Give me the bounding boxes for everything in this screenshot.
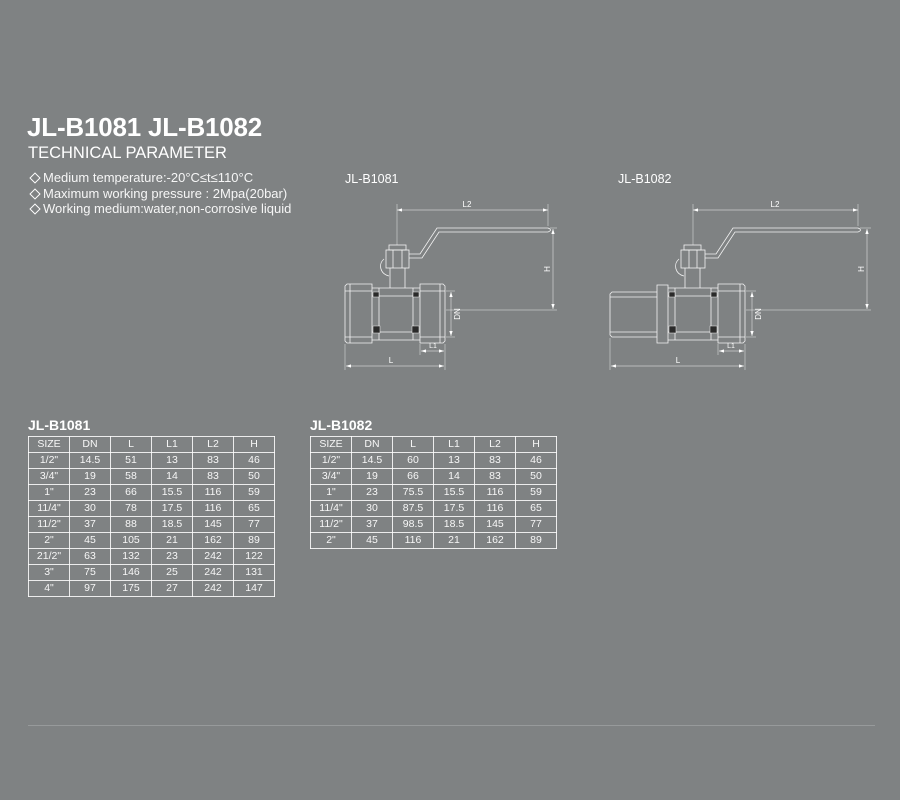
table-cell-h: 89 bbox=[234, 533, 275, 549]
table-cell-l1: 17.5 bbox=[434, 501, 475, 517]
table-cell-l: 60 bbox=[393, 453, 434, 469]
table-cell-l2: 116 bbox=[193, 485, 234, 501]
table-cell-dn: 63 bbox=[70, 549, 111, 565]
table-cell-l1: 21 bbox=[434, 533, 475, 549]
spec-text: Working medium:water,non-corrosive liquid bbox=[43, 201, 292, 216]
dimension-label-h: H bbox=[857, 266, 866, 272]
table-cell-l2: 145 bbox=[193, 517, 234, 533]
table-cell-l2: 83 bbox=[193, 469, 234, 485]
ball-seat bbox=[710, 326, 717, 333]
column-header-l: L bbox=[393, 437, 434, 453]
table-body bbox=[29, 453, 275, 597]
table-cell-l1: 18.5 bbox=[434, 517, 475, 533]
page-title: JL-B1081 JL-B1082 bbox=[27, 112, 263, 142]
table-row bbox=[29, 581, 275, 597]
table-cell-h: 77 bbox=[234, 517, 275, 533]
table-cell-size: 2" bbox=[311, 533, 352, 549]
table-cell-dn: 14.5 bbox=[352, 453, 393, 469]
page-subtitle: TECHNICAL PARAMETER bbox=[28, 144, 227, 162]
table-cell-l1: 17.5 bbox=[152, 501, 193, 517]
table-cell-dn: 37 bbox=[70, 517, 111, 533]
table-row bbox=[311, 469, 557, 485]
stem-nut bbox=[386, 250, 409, 268]
table-cell-size: 11/2" bbox=[311, 517, 352, 533]
table-cell-l1: 13 bbox=[152, 453, 193, 469]
table-cell-l2: 242 bbox=[193, 565, 234, 581]
table-cell-l: 87.5 bbox=[393, 501, 434, 517]
dimension-label-dn: DN bbox=[453, 308, 462, 320]
table-cell-size: 4" bbox=[29, 581, 70, 597]
table-header bbox=[311, 437, 557, 453]
table-cell-h: 65 bbox=[516, 501, 557, 517]
table-cell-h: 122 bbox=[234, 549, 275, 565]
ball-seat bbox=[373, 326, 380, 333]
table-cell-size: 11/4" bbox=[29, 501, 70, 517]
table-cell-l: 146 bbox=[111, 565, 152, 581]
table-cell-l2: 116 bbox=[193, 501, 234, 517]
footer-divider bbox=[28, 725, 875, 726]
table-cell-size: 11/4" bbox=[311, 501, 352, 517]
valve-stem bbox=[685, 268, 700, 288]
extension-lines-h bbox=[746, 228, 871, 310]
table-row bbox=[311, 485, 557, 501]
table-cell-dn: 97 bbox=[70, 581, 111, 597]
table-row bbox=[29, 533, 275, 549]
table-cell-h: 50 bbox=[516, 469, 557, 485]
stem-nut-edges bbox=[689, 250, 697, 268]
table-cell-size: 1" bbox=[311, 485, 352, 501]
table-row bbox=[311, 517, 557, 533]
table-title-jl-b1082: JL-B1082 bbox=[310, 417, 373, 433]
table-row bbox=[29, 549, 275, 565]
table-cell-h: 89 bbox=[516, 533, 557, 549]
left-threaded-end bbox=[345, 284, 372, 343]
table-cell-l1: 25 bbox=[152, 565, 193, 581]
table-cell-l2: 116 bbox=[475, 501, 516, 517]
column-header-h: H bbox=[234, 437, 275, 453]
table-cell-l: 75.5 bbox=[393, 485, 434, 501]
table-cell-dn: 37 bbox=[352, 517, 393, 533]
table-row bbox=[29, 453, 275, 469]
table-cell-l2: 242 bbox=[193, 549, 234, 565]
right-threaded-end bbox=[718, 284, 745, 343]
table-cell-dn: 23 bbox=[352, 485, 393, 501]
table-cell-l: 132 bbox=[111, 549, 152, 565]
table-cell-l: 98.5 bbox=[393, 517, 434, 533]
table-row bbox=[29, 485, 275, 501]
table-cell-size: 2" bbox=[29, 533, 70, 549]
column-header-dn: DN bbox=[352, 437, 393, 453]
ball-seat bbox=[669, 326, 676, 333]
table-cell-h: 131 bbox=[234, 565, 275, 581]
table-cell-l2: 162 bbox=[193, 533, 234, 549]
ball-seat bbox=[373, 292, 379, 297]
table-cell-l1: 15.5 bbox=[152, 485, 193, 501]
table-cell-size: 1" bbox=[29, 485, 70, 501]
table-cell-h: 77 bbox=[516, 517, 557, 533]
handle-stop bbox=[676, 259, 684, 276]
table-cell-h: 46 bbox=[234, 453, 275, 469]
column-header-dn: DN bbox=[70, 437, 111, 453]
table-cell-l: 105 bbox=[111, 533, 152, 549]
male-thread-lines bbox=[610, 297, 657, 332]
table-header-row bbox=[311, 437, 557, 453]
valve-handle-lever bbox=[409, 228, 551, 258]
column-header-h: H bbox=[516, 437, 557, 453]
table-cell-h: 59 bbox=[234, 485, 275, 501]
ball-seat bbox=[413, 292, 419, 297]
table-cell-l: 66 bbox=[393, 469, 434, 485]
column-header-size: SIZE bbox=[311, 437, 352, 453]
stem-nut bbox=[681, 250, 705, 268]
extension-lines-h bbox=[446, 228, 557, 310]
column-header-l: L bbox=[111, 437, 152, 453]
stem-nut-edges bbox=[393, 250, 402, 268]
table-cell-l: 88 bbox=[111, 517, 152, 533]
table-cell-dn: 14.5 bbox=[70, 453, 111, 469]
table-cell-dn: 30 bbox=[70, 501, 111, 517]
left-thread-lines bbox=[345, 284, 372, 343]
table-cell-l1: 13 bbox=[434, 453, 475, 469]
table-cell-l: 66 bbox=[111, 485, 152, 501]
table-cell-l2: 162 bbox=[475, 533, 516, 549]
table-cell-dn: 75 bbox=[70, 565, 111, 581]
spec-text: Maximum working pressure : 2Mpa(20bar) bbox=[43, 185, 288, 201]
column-header-l2: L2 bbox=[193, 437, 234, 453]
dimension-label-l: L bbox=[675, 356, 681, 365]
column-header-l1: L1 bbox=[152, 437, 193, 453]
table-row bbox=[29, 469, 275, 485]
valve-stem bbox=[390, 268, 405, 288]
table-cell-l: 51 bbox=[111, 453, 152, 469]
table-cell-size: 1/2" bbox=[311, 453, 352, 469]
table-cell-size: 3" bbox=[29, 565, 70, 581]
valve-drawing-jl-b1082 bbox=[610, 200, 871, 370]
drawing-label-jl-b1082: JL-B1082 bbox=[618, 172, 672, 186]
table-cell-l1: 14 bbox=[434, 469, 475, 485]
table-row bbox=[311, 501, 557, 517]
table-cell-l1: 21 bbox=[152, 533, 193, 549]
table-row bbox=[29, 517, 275, 533]
table-cell-l1: 27 bbox=[152, 581, 193, 597]
table-row bbox=[29, 501, 275, 517]
table-cell-dn: 45 bbox=[352, 533, 393, 549]
column-header-size: SIZE bbox=[29, 437, 70, 453]
table-cell-dn: 23 bbox=[70, 485, 111, 501]
table-cell-size: 1/2" bbox=[29, 453, 70, 469]
table-cell-h: 59 bbox=[516, 485, 557, 501]
table-cell-size: 21/2" bbox=[29, 549, 70, 565]
table-cell-l: 78 bbox=[111, 501, 152, 517]
table-header bbox=[29, 437, 275, 453]
table-cell-dn: 19 bbox=[352, 469, 393, 485]
dimension-label-l2: L2 bbox=[462, 200, 472, 209]
table-cell-size: 3/4" bbox=[29, 469, 70, 485]
table-cell-l: 116 bbox=[393, 533, 434, 549]
table-cell-l1: 18.5 bbox=[152, 517, 193, 533]
table-cell-h: 147 bbox=[234, 581, 275, 597]
column-header-l2: L2 bbox=[475, 437, 516, 453]
table-cell-h: 46 bbox=[516, 453, 557, 469]
table-cell-l2: 145 bbox=[475, 517, 516, 533]
table-row bbox=[29, 565, 275, 581]
table-cell-l1: 15.5 bbox=[434, 485, 475, 501]
right-threaded-end bbox=[420, 284, 445, 343]
right-thread-lines bbox=[420, 284, 445, 343]
drawing-label-jl-b1081: JL-B1081 bbox=[345, 172, 399, 186]
table-cell-l1: 14 bbox=[152, 469, 193, 485]
stem-cap bbox=[684, 245, 701, 250]
dimension-label-l1: L1 bbox=[429, 343, 437, 350]
table-cell-l1: 23 bbox=[152, 549, 193, 565]
table-cell-h: 50 bbox=[234, 469, 275, 485]
body-shoulder bbox=[657, 285, 668, 343]
dimension-label-l1: L1 bbox=[727, 343, 735, 350]
handle-stop bbox=[381, 259, 389, 276]
table-cell-size: 11/2" bbox=[29, 517, 70, 533]
right-thread-lines bbox=[718, 284, 745, 343]
table-cell-size: 3/4" bbox=[311, 469, 352, 485]
table-cell-l: 175 bbox=[111, 581, 152, 597]
dimension-table-jl-b1082 bbox=[310, 436, 557, 549]
table-cell-dn: 30 bbox=[352, 501, 393, 517]
male-threaded-end bbox=[610, 292, 657, 337]
valve-handle-lever bbox=[705, 228, 861, 258]
dimension-label-l: L bbox=[388, 356, 394, 365]
table-cell-l2: 83 bbox=[475, 469, 516, 485]
spec-text: Medium temperature:-20°C≤t≤110°C bbox=[43, 170, 254, 185]
ball-seat bbox=[412, 326, 419, 333]
stem-cap bbox=[389, 245, 406, 250]
table-header-row bbox=[29, 437, 275, 453]
table-row bbox=[311, 453, 557, 469]
dimension-label-h: H bbox=[543, 266, 552, 272]
table-body bbox=[311, 453, 557, 549]
ball-seat bbox=[669, 292, 675, 297]
ball-seat bbox=[711, 292, 717, 297]
table-cell-l2: 83 bbox=[475, 453, 516, 469]
valve-drawing-jl-b1081 bbox=[345, 200, 557, 370]
column-header-l1: L1 bbox=[434, 437, 475, 453]
dimension-label-dn: DN bbox=[754, 308, 763, 320]
table-cell-l2: 242 bbox=[193, 581, 234, 597]
table-row bbox=[311, 533, 557, 549]
table-cell-l2: 116 bbox=[475, 485, 516, 501]
table-cell-h: 65 bbox=[234, 501, 275, 517]
table-cell-dn: 45 bbox=[70, 533, 111, 549]
table-title-jl-b1081: JL-B1081 bbox=[28, 417, 91, 433]
table-cell-dn: 19 bbox=[70, 469, 111, 485]
table-cell-l: 58 bbox=[111, 469, 152, 485]
dimension-label-l2: L2 bbox=[770, 200, 780, 209]
dimension-table-jl-b1081 bbox=[28, 436, 275, 597]
table-cell-l2: 83 bbox=[193, 453, 234, 469]
